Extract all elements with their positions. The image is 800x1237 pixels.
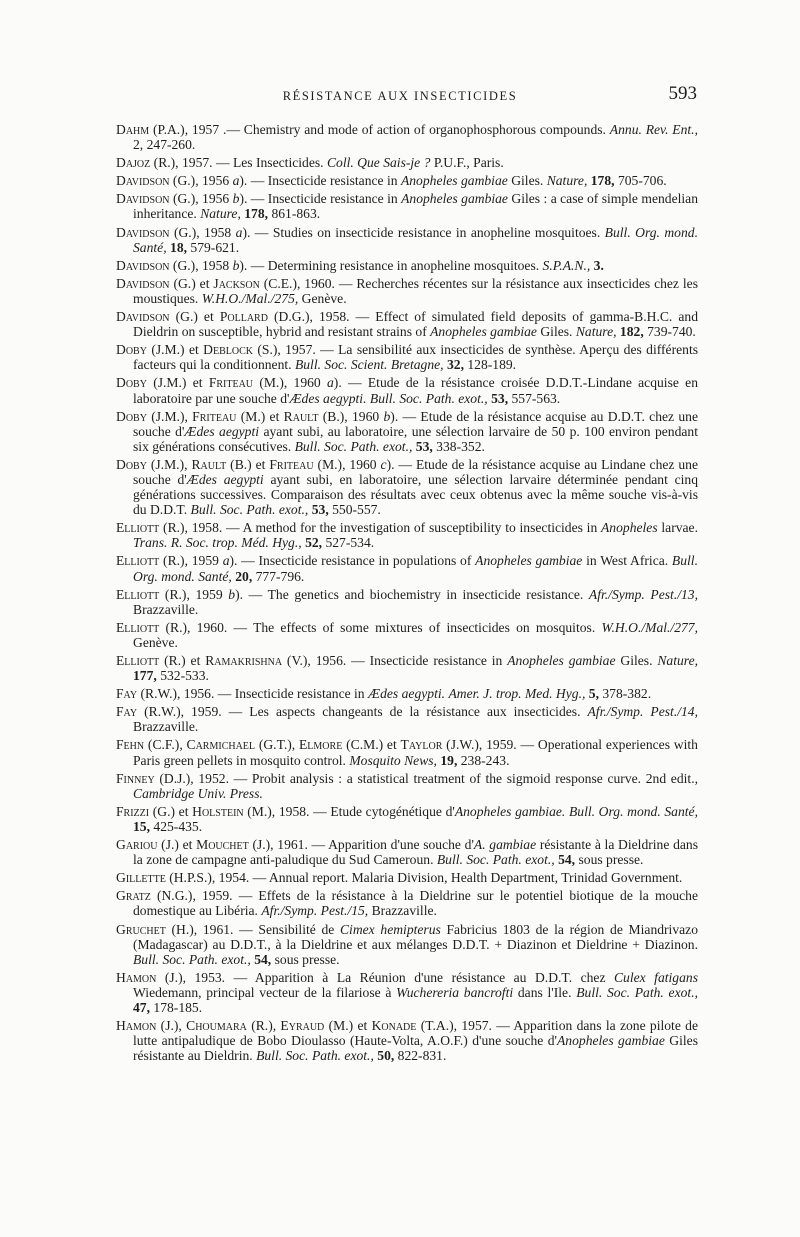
reference-text: larvae.: [657, 520, 698, 536]
reference-text: (R.),: [246, 1018, 281, 1034]
reference-text: (G.), 1956: [169, 173, 233, 189]
reference-text: in West Africa.: [582, 553, 672, 569]
reference-volume: 3.: [593, 257, 604, 273]
reference-italic: Anopheles gambiae: [557, 1033, 665, 1049]
reference-italic: Bull. Soc. Path. exot.,: [133, 951, 251, 967]
reference-entry: [116, 155, 698, 170]
reference-text: (J.) et: [157, 837, 197, 853]
reference-text: (G.) et: [149, 803, 193, 819]
reference-italic: Afr./Symp. Pest./15,: [261, 903, 369, 919]
reference-text: (T.A.), 1957. — Apparition dans la zone pilote de lutte antipaludique de Bobo Dioulasso (Haute-Volta, A.O.F.) d'une souche d': [133, 1018, 699, 1049]
reference-text: ). — Insecticide resistance in: [239, 191, 402, 207]
reference-text: (R.), 1960. — The effects of some mixtures of insecticides on mosquitos.: [159, 619, 602, 635]
reference-text: , 2, 247-260.: [133, 122, 698, 153]
reference-text: résistante à la Dieldrine dans la zone de campagne anti-paludique du Sud Cameroun.: [133, 837, 698, 868]
reference-author: Davidson: [116, 173, 170, 189]
reference-text: (R.), 1959: [159, 586, 229, 602]
reference-volume: 54,: [254, 951, 272, 967]
reference-text: (P.A.), 1957 .— Chemistry and mode of action of organophosphorous compounds.: [149, 122, 610, 137]
reference-italic: a: [327, 375, 334, 391]
reference-volume: 19,: [440, 752, 458, 768]
reference-text: 532-533.: [156, 668, 209, 684]
reference-italic: Bull. Org. mond. Santé,: [568, 803, 698, 819]
reference-volume: 15,: [133, 818, 150, 834]
reference-text: Fabricius 1803 de la région de Miandrivazo (Madagascar) au D.D.T., à la Dieldrine et aux mélanges D.D.T. + Diazinon et Dieldrine + Diazinon.: [133, 921, 698, 952]
reference-entry: [116, 375, 698, 405]
reference-text: Giles.: [507, 173, 547, 189]
reference-volume: 32,: [446, 357, 464, 373]
reference-author: Fay: [116, 704, 138, 720]
reference-italic: Bull. Org. mond. Santé,: [133, 553, 698, 584]
reference-entry: [116, 686, 698, 701]
reference-italic: Bull. Soc. Path. exot.,: [436, 852, 555, 868]
reference-italic: b: [232, 191, 240, 207]
reference-italic: Bull. Soc. Path. exot.,: [256, 1048, 374, 1064]
reference-author: Elliott: [116, 653, 160, 668]
reference-entry: [116, 653, 698, 683]
reference-volume: 177,: [133, 668, 157, 684]
reference-text: ). — Insecticide resistance in: [239, 173, 401, 189]
reference-text: (J.M.) et: [146, 342, 204, 358]
reference-text: 338-352.: [432, 438, 485, 454]
reference-italic: Bull. Soc. Path. exot.,: [294, 438, 413, 454]
reference-volume: 182,: [619, 324, 644, 340]
reference-text: (R.), 1957. — Les Insecticides.: [150, 155, 327, 171]
reference-text: ayant subi, en laboratoire, une sélection larvaire déterminée pendant cinq générations successives. Comparaison des résultats avec ceux obtenus avec la même souche vis-à-vis du D.D.T.: [133, 471, 698, 518]
reference-text: (D.G.), 1958. — Effect of simulated field deposits of gamma-B.H.C. and Dieldrin on susceptible, hybrid and resistant strains of: [133, 309, 699, 340]
reference-entry: [116, 342, 698, 372]
reference-volume: 47,: [133, 999, 150, 1015]
reference-text: 861-863.: [268, 206, 321, 222]
reference-text: (R.), 1959: [159, 553, 223, 569]
reference-text: (R.W.), 1959. — Les aspects changeants de la résistance aux insecticides.: [137, 704, 588, 720]
reference-text: (N.G.), 1959. — Effets de la résistance à la Dieldrine sur le potentiel biotique de la mouche domestique au Libéria.: [133, 888, 698, 919]
reference-text: 238-243.: [457, 752, 510, 768]
reference-text: ). — Etude de la résistance acquise au D.D.T. chez une souche d': [133, 408, 698, 439]
reference-text: (J.), 1961. — Apparition d'une souche d': [248, 837, 474, 853]
reference-italic: Nature,: [200, 206, 241, 222]
reference-author: Davidson: [116, 257, 170, 273]
reference-author: Pollard: [219, 309, 268, 325]
reference-italic: Anopheles gambiae: [401, 191, 508, 207]
reference-author: Elliott: [116, 619, 160, 635]
reference-entry: [116, 409, 698, 454]
reference-text: Brazzaville.: [133, 719, 199, 735]
reference-volume: 20,: [235, 568, 253, 584]
page-header: [0, 83, 800, 111]
reference-author: Davidson: [116, 275, 170, 291]
reference-text: (D.J.), 1952. — Probit analysis : a statistical treatment of the sigmoid response curve. 2nd edit.,: [154, 770, 698, 786]
reference-entry: [116, 837, 698, 867]
reference-text: (J.),: [156, 1018, 187, 1034]
reference-author: Doby: [116, 408, 147, 424]
reference-author: Dajoz: [116, 155, 151, 171]
reference-italic: Ædes aegypti: [184, 423, 260, 439]
reference-text: dans l'Ile.: [513, 984, 577, 1000]
reference-text: (C.E.), 1960. — Recherches récentes sur la résistance aux insecticides chez les moustiques.: [133, 275, 698, 306]
reference-text: 822-831.: [394, 1048, 447, 1064]
reference-entry: [116, 970, 698, 1015]
reference-italic: b: [228, 586, 236, 602]
reference-italic: Anopheles: [601, 520, 658, 536]
reference-text: ). — Determining resistance in anopheline mosquitoes.: [239, 257, 543, 273]
reference-volume: 53,: [311, 502, 329, 518]
reference-author: Hamon: [116, 969, 157, 985]
reference-italic: Afr./Symp. Pest./14,: [587, 704, 698, 720]
reference-entry: [116, 620, 698, 650]
reference-text: (G.) et: [169, 275, 214, 291]
reference-author: Ramakrishna: [205, 653, 283, 668]
reference-text: ). — Studies on insecticide resistance in anopheline mosquitoes.: [242, 224, 605, 240]
reference-text: (J.M.),: [146, 408, 193, 424]
reference-text: (V.), 1956. — Insecticide resistance in: [282, 653, 508, 668]
reference-text: (R.), 1958. — A method for the investigation of susceptibility to insecticides in: [159, 520, 601, 536]
reference-entry: [116, 309, 698, 339]
reference-text: (M.) et: [324, 1018, 372, 1034]
reference-italic: b: [383, 408, 391, 424]
reference-italic: Nature,: [575, 324, 617, 340]
reference-author: Rault: [283, 408, 319, 424]
reference-text: ayant subi, au laboratoire, une sélection larvaire de 50 p. 100 environ pendant six générations consécutives.: [133, 423, 698, 454]
reference-entry: [116, 587, 698, 617]
reference-italic: Culex fatigans: [613, 969, 698, 985]
reference-entry: [116, 922, 698, 967]
reference-italic: Afr./Symp. Pest./13,: [588, 586, 698, 602]
reference-volume: 178,: [590, 173, 615, 189]
reference-text: (G.), 1956: [169, 191, 233, 207]
reference-author: Elliott: [116, 520, 160, 536]
reference-italic: Anopheles gambiae: [475, 553, 583, 569]
reference-author: Elliott: [116, 553, 160, 569]
reference-italic: S.P.A.N.,: [542, 257, 591, 273]
reference-italic: Coll. Que Sais-je ?: [326, 155, 431, 171]
reference-entry: [116, 191, 698, 221]
reference-text: Genève.: [133, 634, 178, 650]
reference-text: (B.), 1960: [318, 408, 384, 424]
reference-author: Konade: [371, 1018, 417, 1034]
reference-text: (J.M.),: [146, 456, 192, 472]
reference-italic: Mosquito News,: [349, 752, 437, 768]
reference-italic: Anopheles gambiae: [430, 324, 537, 340]
reference-italic: Bull. Soc. Path. exot.,: [190, 502, 309, 518]
reference-text: 550-557.: [328, 502, 381, 518]
reference-volume: 50,: [377, 1048, 395, 1064]
reference-author: Friteau: [208, 375, 254, 391]
reference-entry: [116, 258, 698, 273]
reference-author: Taylor: [400, 737, 443, 753]
reference-text: ). — The genetics and biochemistry in insecticide resistance.: [235, 586, 589, 602]
reference-entry: [116, 1018, 698, 1063]
reference-author: Choumara: [186, 1018, 247, 1034]
reference-text: 739-740.: [643, 324, 696, 340]
reference-text: Giles.: [536, 324, 576, 340]
reference-italic: Bull. Org. mond. Santé,: [133, 224, 698, 255]
reference-author: Gariou: [116, 837, 158, 853]
reference-entry: [116, 173, 698, 188]
reference-text: Wiedemann, principal vecteur de la filariose à: [133, 984, 397, 1000]
reference-author: Davidson: [116, 309, 170, 325]
reference-italic: a: [222, 553, 230, 569]
reference-text: 777-796.: [252, 568, 305, 584]
reference-text: ). — Insecticide resistance in populations of: [229, 553, 476, 569]
reference-italic: Annu. Rev. Ent.: [609, 122, 695, 137]
reference-entry: [116, 553, 698, 583]
reference-italic: Ædes aegypti: [186, 471, 264, 487]
reference-text: (R.W.), 1956. — Insecticide resistance in: [137, 686, 369, 702]
reference-entry: [116, 122, 698, 152]
reference-author: Fay: [116, 686, 138, 702]
reference-italic: A. gambiae: [473, 837, 537, 853]
reference-text: Giles.: [615, 653, 658, 668]
reference-author: Elmore: [299, 737, 343, 753]
bibliography-list: [116, 122, 698, 1066]
reference-italic: Cambridge Univ. Press.: [133, 785, 263, 801]
reference-text: (G.), 1958: [169, 224, 236, 240]
reference-author: Friteau: [269, 456, 314, 472]
reference-entry: [116, 457, 698, 517]
reference-text: Giles résistante au Dieldrin.: [133, 1033, 699, 1064]
reference-entry: [116, 737, 698, 767]
reference-author: Hamon: [116, 1018, 157, 1034]
reference-text: (G.T.),: [255, 737, 299, 753]
reference-italic: Nature,: [657, 653, 698, 668]
reference-text: 178-185.: [150, 999, 203, 1015]
reference-volume: 54,: [558, 852, 576, 868]
reference-author: Deblock: [203, 342, 253, 358]
reference-text: (J.W.), 1959. — Operational experiences with Paris green pellets in mosquito control.: [133, 737, 698, 768]
reference-text: 425-435.: [150, 818, 203, 834]
reference-text: (S.), 1957. — La sensibilité aux insecticides de synthèse. Aperçu des différents facteurs qui la conditionnent.: [133, 342, 699, 373]
reference-italic: Wuchereria bancrofti: [396, 984, 514, 1000]
reference-text: (M.) et: [236, 408, 284, 424]
reference-entry: [116, 276, 698, 306]
reference-text: ). — Etude de la résistance croisée D.D.T.-Lindane acquise en laboratoire par une souche d': [133, 375, 698, 406]
reference-text: Giles : a case of simple mendelian inheritance.: [133, 191, 698, 222]
reference-author: Gillette: [116, 870, 166, 886]
reference-text: (M.), 1958. — Etude cytogénétique d': [243, 803, 455, 819]
reference-italic: Anopheles gambiae: [400, 173, 508, 189]
reference-author: Rault: [191, 456, 227, 472]
reference-italic: Amer. J. trop. Med. Hyg.,: [448, 686, 586, 702]
reference-italic: Bull. Soc. Scient. Bretagne,: [294, 357, 444, 373]
reference-text: 557-563.: [508, 390, 561, 406]
reference-italic: a: [232, 173, 240, 189]
reference-text: (C.M.) et: [342, 737, 401, 753]
reference-text: (B.) et: [226, 456, 270, 472]
reference-text: P.U.F., Paris.: [430, 155, 504, 171]
reference-entry: [116, 804, 698, 834]
reference-entry: [116, 520, 698, 550]
running-title: RÉSISTANCE AUX INSECTICIDES: [282, 89, 518, 103]
reference-text: (J.M.) et: [146, 375, 209, 391]
reference-volume: 178,: [244, 206, 269, 222]
page-number: 593: [668, 83, 697, 104]
reference-text: (G.) et: [169, 309, 220, 325]
reference-text: sous presse.: [271, 951, 340, 967]
reference-text: sous presse.: [575, 852, 644, 868]
reference-italic: c: [380, 456, 387, 472]
reference-text: (G.), 1958: [169, 257, 233, 273]
reference-author: Finney: [116, 770, 155, 786]
reference-italic: W.H.O./Mal./277,: [601, 619, 698, 635]
reference-author: Friteau: [192, 408, 237, 424]
reference-italic: Nature,: [546, 173, 588, 189]
reference-author: Doby: [116, 342, 147, 358]
reference-italic: Trans. R. Soc. trop. Méd. Hyg.,: [133, 535, 302, 551]
reference-text: Genève.: [298, 290, 347, 306]
reference-text: ). — Etude de la résistance acquise au Lindane chez une souche d': [133, 456, 698, 487]
reference-volume: 53,: [415, 438, 433, 454]
reference-italic: Bull. Soc. Path. exot.,: [576, 984, 698, 1000]
reference-italic: Bull. Soc. Path. exot.,: [369, 390, 488, 406]
reference-italic: a: [235, 224, 243, 240]
reference-italic: Cimex hemipterus: [339, 921, 441, 937]
reference-text: (M.), 1960: [253, 375, 327, 391]
reference-author: Frizzi: [116, 803, 150, 819]
reference-text: (H.), 1961. — Sensibilité de: [165, 921, 340, 937]
reference-text: 378-382.: [598, 686, 652, 702]
reference-entry: [116, 870, 698, 885]
reference-italic: Ædes aegypti.: [368, 686, 446, 702]
reference-volume: 18,: [170, 239, 188, 255]
reference-author: Mouchet: [196, 837, 249, 853]
reference-author: Eyraud: [280, 1018, 325, 1034]
reference-text: Brazzaville.: [368, 903, 437, 919]
reference-entry: [116, 888, 698, 918]
reference-text: (H.P.S.), 1954. — Annual report. Malaria Division, Health Department, Trinidad Government.: [165, 870, 683, 886]
reference-text: 579-621.: [187, 239, 240, 255]
reference-author: Dahm: [116, 122, 150, 137]
reference-author: Doby: [116, 375, 147, 391]
reference-text: (C.F.),: [144, 737, 187, 753]
reference-italic: Anopheles gambiae: [507, 653, 616, 668]
reference-author: Gratz: [116, 888, 151, 904]
reference-author: Elliott: [116, 586, 160, 602]
reference-italic: W.H.O./Mal./275,: [201, 290, 299, 306]
reference-italic: Anopheles gambiae.: [454, 803, 566, 819]
reference-author: Holstein: [192, 803, 244, 819]
reference-text: (J.), 1953. — Apparition à La Réunion d'une résistance au D.D.T. chez: [156, 969, 614, 985]
reference-entry: [116, 225, 698, 255]
reference-volume: 52,: [305, 535, 323, 551]
reference-text: (R.) et: [159, 653, 206, 668]
reference-text: 527-534.: [322, 535, 375, 551]
reference-text: 705-706.: [614, 173, 667, 189]
reference-author: Jackson: [213, 275, 260, 291]
reference-author: Davidson: [116, 191, 170, 207]
reference-text: (M.), 1960: [313, 456, 381, 472]
reference-author: Doby: [116, 456, 147, 472]
reference-author: Carmichael: [186, 737, 256, 753]
reference-entry: [116, 771, 698, 801]
reference-text: 128-189.: [463, 357, 517, 373]
reference-author: Gruchet: [116, 921, 166, 937]
reference-author: Davidson: [116, 224, 170, 240]
reference-volume: 53,: [491, 390, 509, 406]
reference-text: Brazzaville.: [133, 601, 199, 617]
reference-italic: Ædes aegypti.: [289, 390, 367, 406]
reference-author: Fehn: [116, 737, 145, 753]
reference-entry: [116, 704, 698, 734]
reference-italic: b: [232, 257, 240, 273]
reference-volume: 5,: [588, 686, 599, 702]
